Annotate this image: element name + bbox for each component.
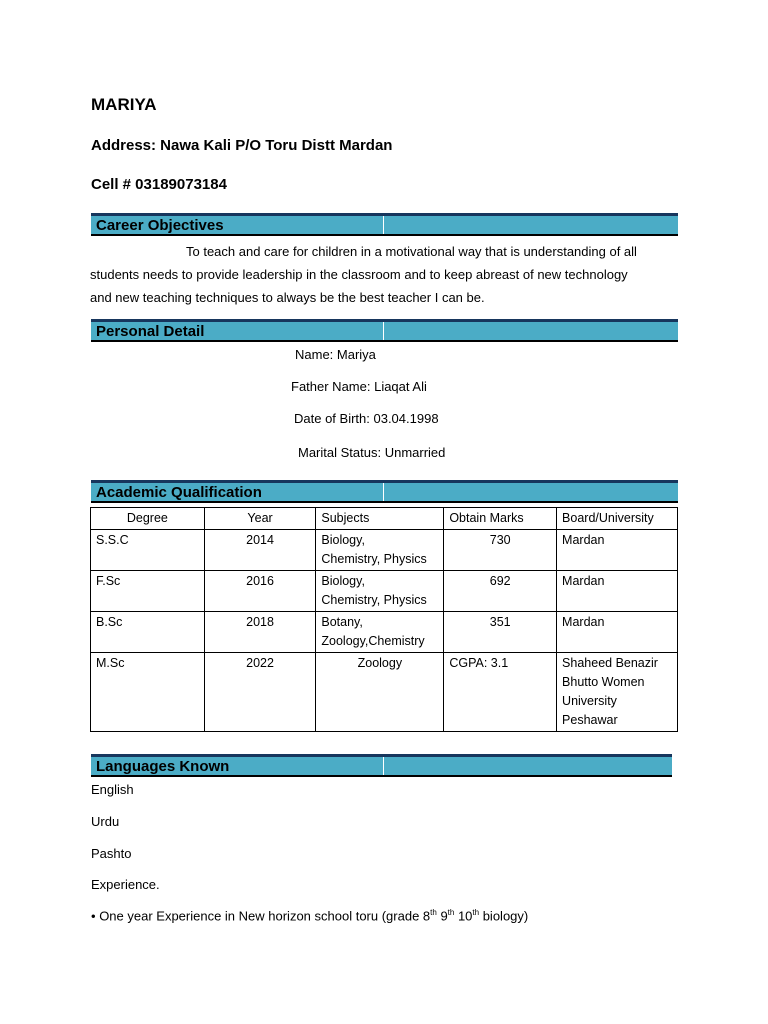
section-title-academic: Academic Qualification: [96, 484, 262, 501]
cell-degree: F.Sc: [91, 571, 205, 612]
cell-marks: CGPA: 3.1: [444, 653, 557, 732]
header-board: Board/University: [557, 508, 678, 530]
bar-divider: [383, 483, 384, 501]
cell-year: 2018: [204, 612, 316, 653]
address: Address: Nawa Kali P/O Toru Distt Mardan: [91, 137, 393, 154]
experience-item: • One year Experience in New horizon school toru (grade 8th 9th 10th biology): [91, 908, 529, 924]
section-title-languages: Languages Known: [96, 758, 230, 775]
section-bar-career: [91, 213, 678, 236]
personal-dob: Date of Birth: 03.04.1998: [294, 411, 439, 426]
cell-board: Mardan: [557, 612, 678, 653]
header-marks: Obtain Marks: [444, 508, 557, 530]
bar-divider: [383, 757, 384, 775]
cell-marks: 692: [444, 571, 557, 612]
personal-father-name: Father Name: Liaqat Ali: [291, 379, 427, 394]
cell-degree: B.Sc: [91, 612, 205, 653]
header-year: Year: [204, 508, 316, 530]
table-row: [91, 571, 678, 612]
header-degree: Degree: [91, 508, 205, 530]
section-title-personal: Personal Detail: [96, 323, 205, 340]
personal-marital-status: Marital Status: Unmarried: [298, 445, 446, 460]
section-bar-languages: [91, 754, 672, 777]
table-row: [91, 653, 678, 732]
cell-subjects: Biology, Chemistry, Physics: [316, 571, 444, 612]
table-row: [91, 530, 678, 571]
cell-degree: S.S.C: [91, 530, 205, 571]
section-bar-academic: [91, 480, 678, 503]
cell-subjects: Biology, Chemistry, Physics: [316, 530, 444, 571]
cell-year: 2014: [204, 530, 316, 571]
academic-table: [90, 507, 678, 732]
cell-subjects: Zoology: [316, 653, 444, 732]
section-bar-personal: [91, 319, 678, 342]
header-subjects: Subjects: [316, 508, 444, 530]
language-item: English: [91, 782, 134, 797]
career-objective-text: [90, 240, 680, 309]
cell-year: 2022: [204, 653, 316, 732]
cell-number: Cell # 03189073184: [91, 176, 227, 193]
cell-degree: M.Sc: [91, 653, 205, 732]
career-line-2: students needs to provide leadership in the classroom and to keep abreast of new technology: [90, 267, 628, 282]
cell-board: Mardan: [557, 530, 678, 571]
experience-title: Experience.: [91, 877, 160, 892]
language-item: Urdu: [91, 814, 120, 829]
section-title-career: Career Objectives: [96, 217, 224, 234]
cell-board: Mardan: [557, 571, 678, 612]
career-line-3: and new teaching techniques to always be the best teacher I can be.: [90, 290, 485, 305]
cell-subjects: Botany, Zoology,Chemistry: [316, 612, 444, 653]
table-row: [91, 612, 678, 653]
language-item: Pashto: [91, 846, 132, 861]
cell-marks: 351: [444, 612, 557, 653]
cell-year: 2016: [204, 571, 316, 612]
cell-board: Shaheed Benazir Bhutto Women University Peshawar: [557, 653, 678, 732]
candidate-name: MARIYA: [91, 95, 157, 114]
bullet: •: [91, 908, 96, 924]
table-header-row: [91, 508, 678, 530]
cell-marks: 730: [444, 530, 557, 571]
bar-divider: [383, 216, 384, 234]
bar-divider: [383, 322, 384, 340]
career-line-1: To teach and care for children in a motivational way that is understanding of all: [186, 244, 637, 259]
personal-name: Name: Mariya: [295, 347, 376, 362]
